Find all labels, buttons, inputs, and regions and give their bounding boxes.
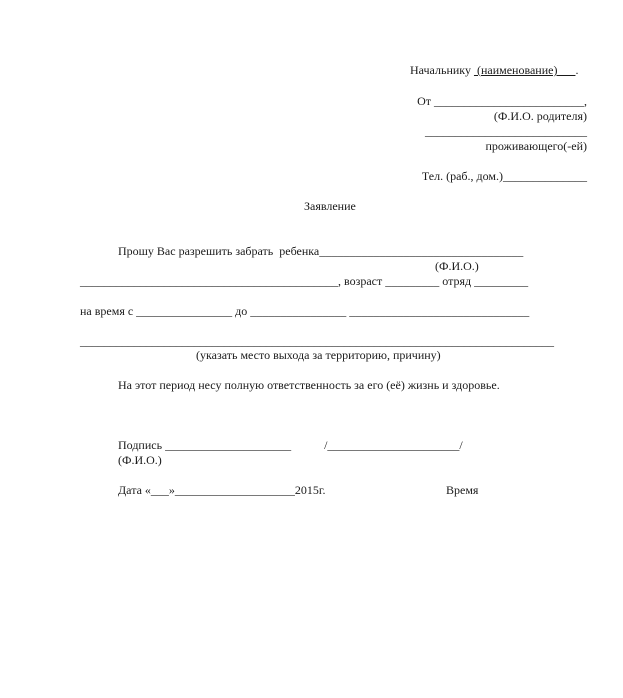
addressee-prefix: Начальнику	[410, 63, 474, 77]
address-line: ___________________________	[425, 124, 587, 138]
signature-fio-hint: (Ф.И.О.)	[118, 453, 162, 467]
phone-line: Тел. (раб., дом.)______________	[421, 169, 587, 183]
date-line: Дата «___»____________________2015г.	[118, 483, 326, 497]
signature-line: Подпись _____________________ /______________________/	[118, 438, 463, 452]
addressee-name: (наименование)	[473, 63, 576, 77]
document-title: Заявление	[304, 199, 356, 213]
address-hint: проживающего(-ей)	[485, 139, 587, 153]
period-line: на время с ________________ до ________________ ______________________________	[80, 304, 530, 318]
child-name-hint: (Ф.И.О.)	[435, 259, 479, 273]
responsibility-statement: На этот период несу полную ответственность за его (её) жизнь и здоровье.	[118, 378, 500, 392]
time-label: Время	[446, 483, 479, 497]
from-hint: (Ф.И.О. родителя)	[493, 109, 587, 123]
addressee-line	[398, 49, 578, 91]
from-line: От _________________________,	[417, 94, 587, 108]
reason-line: _______________________________________________________________________________	[80, 334, 554, 348]
age-squad-line: ___________________________________________, возраст _________ отряд _________	[80, 274, 529, 288]
addressee-suffix: .	[575, 63, 579, 77]
reason-hint: (указать место выхода за территорию, причину)	[196, 348, 441, 362]
request-line: Прошу Вас разрешить забрать ребенка__________________________________	[118, 244, 524, 258]
